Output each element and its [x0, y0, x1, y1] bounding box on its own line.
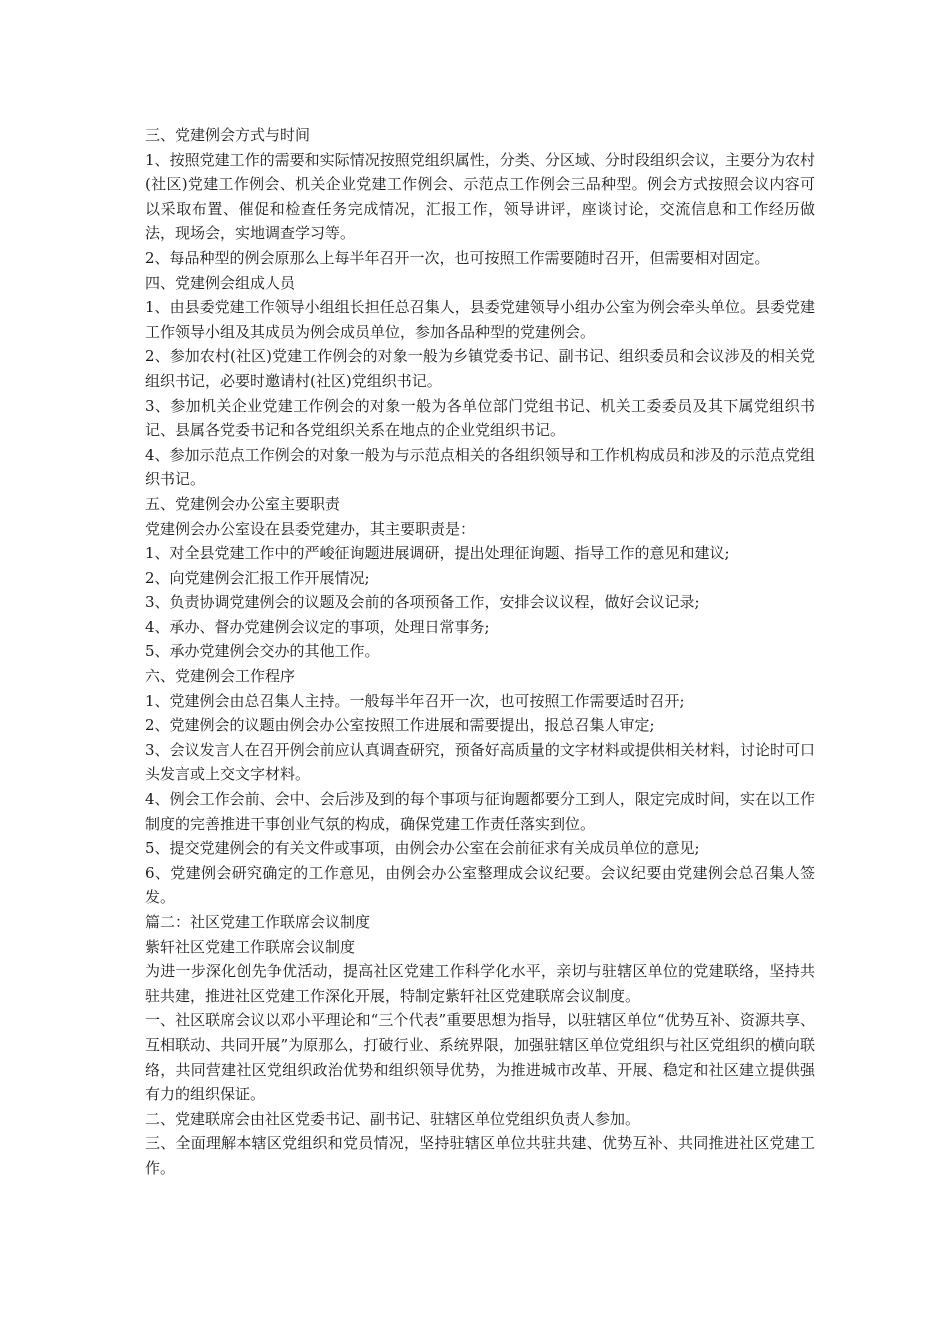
section-heading: 五、党建例会办公室主要职责: [145, 494, 341, 513]
paragraph: 5、承办党建例会交办的其他工作。: [145, 642, 380, 661]
paragraph: 二、党建联席会由社区党委书记、副书记、驻辖区单位党组织负责人参加。: [145, 1109, 641, 1128]
paragraph: 为进一步深化创先争优活动，提高社区党建工作科学化水平，亲切与驻辖区单位的党建联络，坚持共驻共建，推进社区党建工作深化开展，特制定紫轩社区党建联席会议制度。: [145, 962, 815, 1005]
paragraph: 6、党建例会研究确定的工作意见，由例会办公室整理成会议纪要。会议纪要由党建例会总召集人签发。: [145, 863, 815, 907]
paragraph: 1、按照党建工作的需要和实际情况按照党组织属性，分类、分区域、分时段组织会议，主要分为农村(社区)党建工作例会、机关企业党建工作例会、示范点工作例会三品种型。例会方式按照会议内容可以采取布置、催促和检查任务完成情况，汇报工作，领导讲评，座谈讨论，交流信息和工作经历做法，现场会，实地调查学习等。: [145, 150, 815, 243]
paragraph: 5、提交党建例会的有关文件或事项，由例会办公室在会前征求有关成员单位的意见;: [145, 839, 700, 858]
article-title: 篇二：社区党建工作联席会议制度: [145, 913, 371, 931]
paragraph: 3、会议发言人在召开例会前应认真调查研究，预备好高质量的文字材料或提供相关材料，讨论时可口头发言或上交文字材料。: [145, 740, 815, 784]
paragraph: 4、例会工作会前、会中、会后涉及到的每个事项与征询题都要分工到人，限定完成时间，实在以工作制度的完善推进干事创业气氛的构成，确保党建工作责任落实到位。: [145, 790, 815, 833]
paragraph: 三、全面理解本辖区党组织和党员情况，坚持驻辖区单位共驻共建、优势互补、共同推进社区党建工作。: [145, 1134, 815, 1177]
paragraph: 1、党建例会由总召集人主持。一般每半年召开一次，也可按照工作需要适时召开;: [145, 691, 685, 710]
document-body: [145, 123, 815, 1181]
paragraph: 3、参加机关企业党建工作例会的对象一般为各单位部门党组书记、机关工委委员及其下属党组织书记、县属各党委书记和各党组织关系在地点的企业党组织书记。: [145, 396, 815, 440]
paragraph: 1、对全县党建工作中的严峻征询题进展调研，提出处理征询题、指导工作的意见和建议;: [145, 544, 730, 563]
paragraph: 4、参加示范点工作例会的对象一般为与示范点相关的各组织领导和工作机构成员和涉及的示范点党组织书记。: [145, 445, 815, 489]
paragraph: 2、每品种型的例会原那么上每半年召开一次，也可按照工作需要随时召开，但需要相对固定。: [145, 248, 770, 267]
paragraph: 4、承办、督办党建例会议定的事项，处理日常事务;: [145, 617, 490, 636]
section-heading: 六、党建例会工作程序: [145, 667, 296, 686]
paragraph: 党建例会办公室设在县委党建办，其主要职责是：: [145, 519, 476, 538]
paragraph: 1、由县委党建工作领导小组组长担任总召集人，县委党建领导小组办公室为例会牵头单位。县委党建工作领导小组及其成员为例会成员单位，参加各品种型的党建例会。: [145, 298, 815, 341]
paragraph: 3、负责协调党建例会的议题及会前的各项预备工作，安排会议议程，做好会议记录;: [145, 593, 700, 612]
paragraph: 2、党建例会的议题由例会办公室按照工作进展和需要提出，报总召集人审定;: [145, 716, 655, 735]
paragraph: 一、社区联席会议以邓小平理论和“三个代表”重要思想为指导，以驻辖区单位“优势互补、资源共享、互相联动、共同开展”为原那么，打破行业、系统界限，加强驻辖区单位党组织与社区党组织的横向联络，共同营建社区党组织政治优势和组织领导优势，为推进城市改革、开展、稳定和社区建立提供强有力的组织保证。: [145, 1011, 815, 1104]
article-subtitle: 紫轩社区党建工作联席会议制度: [145, 937, 356, 956]
paragraph: 2、向党建例会汇报工作开展情况;: [145, 568, 370, 587]
section-heading: 四、党建例会组成人员: [145, 273, 296, 292]
paragraph: 2、参加农村(社区)党建工作例会的对象一般为乡镇党委书记、副书记、组织委员和会议涉及的相关党组织书记，必要时邀请村(社区)党组织书记。: [145, 347, 815, 390]
section-heading: 三、党建例会方式与时间: [145, 126, 311, 144]
